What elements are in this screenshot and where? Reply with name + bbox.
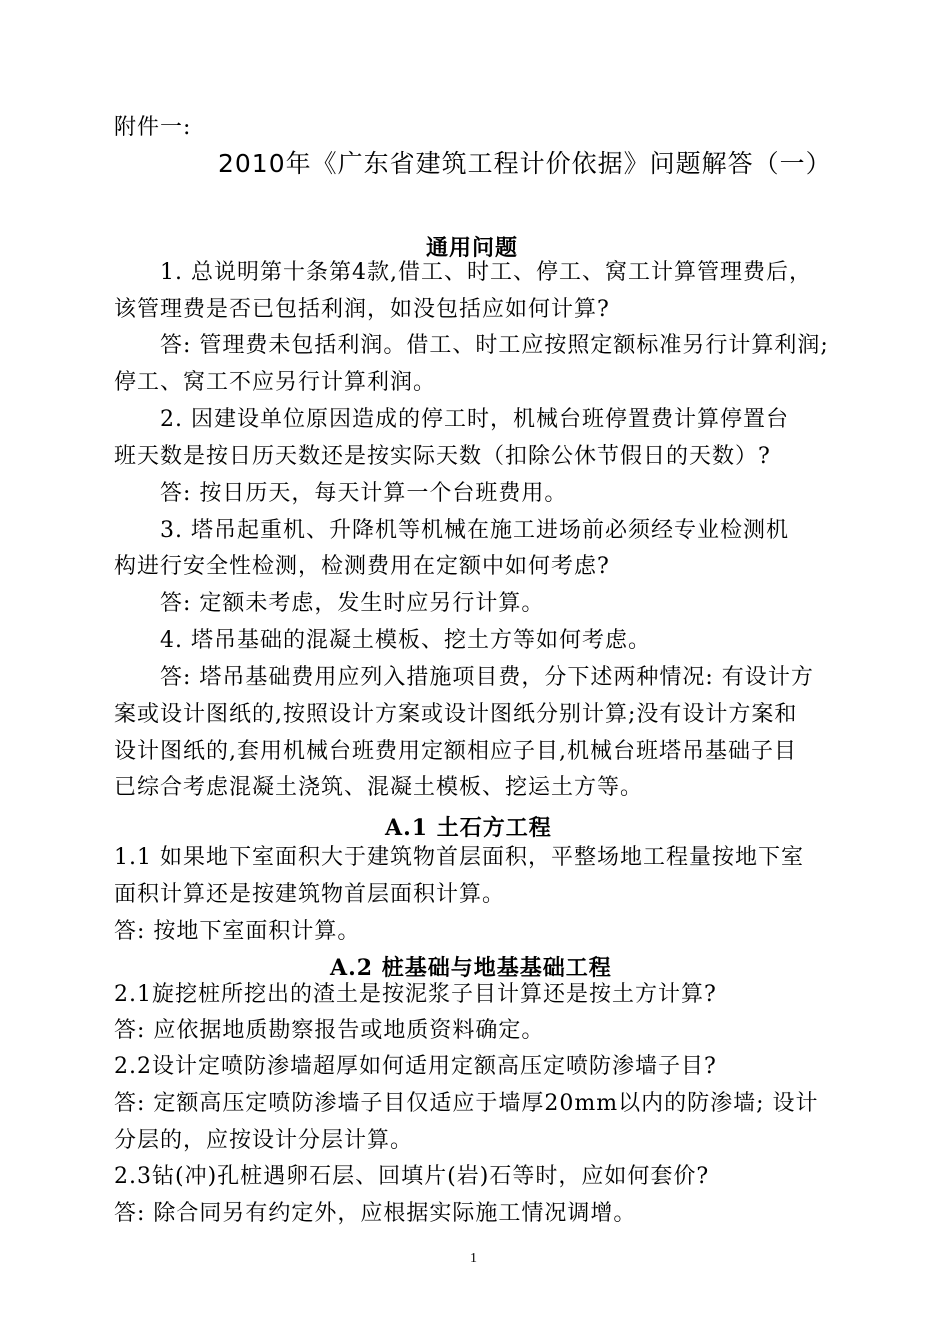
question-line: 班天数是按日历天数还是按实际天数（扣除公休节假日的天数）?	[114, 444, 771, 469]
answer-line: 答: 应依据地质勘察报告或地质资料确定。	[114, 1018, 545, 1043]
document-title: 2010年《广东省建筑工程计价依据》问题解答（一）	[218, 149, 832, 178]
answer-line: 分层的，应按设计分层计算。	[114, 1128, 414, 1153]
page-number: 1	[470, 1251, 477, 1266]
question-line: 2.3钻(冲)孔桩遇卵石层、回填片(岩)石等时，应如何套价?	[114, 1164, 710, 1189]
answer-line: 设计图纸的,套用机械台班费用定额相应子目,机械台班塔吊基础子目	[114, 739, 797, 764]
question-line: 4. 塔吊基础的混凝土模板、挖土方等如何考虑。	[160, 628, 651, 653]
section-heading-a1: A.1 土石方工程	[385, 815, 552, 841]
attachment-label: 附件一:	[114, 115, 192, 140]
question-line: 2.2设计定喷防渗墙超厚如何适用定额高压定喷防渗墙子目?	[114, 1054, 717, 1079]
section-heading-a2: A.2 桩基础与地基基础工程	[330, 955, 612, 981]
answer-line: 已综合考虑混凝土浇筑、混凝土模板、挖运土方等。	[114, 775, 644, 800]
question-line: 1.1 如果地下室面积大于建筑物首层面积，平整场地工程量按地下室	[114, 845, 804, 870]
answer-line: 答: 定额高压定喷防渗墙子目仅适应于墙厚20mm以内的防渗墙; 设计	[114, 1091, 819, 1116]
answer-line: 答: 管理费未包括利润。借工、时工应按照定额标准另行计算利润;	[160, 333, 829, 358]
question-line: 2.1旋挖桩所挖出的渣土是按泥浆子目计算还是按土方计算?	[114, 982, 717, 1007]
question-line: 3. 塔吊起重机、升降机等机械在施工进场前必须经专业检测机	[160, 518, 789, 543]
section-heading-general: 通用问题	[426, 235, 519, 261]
question-line: 2. 因建设单位原因造成的停工时，机械台班停置费计算停置台	[160, 407, 789, 432]
answer-line: 答: 除合同另有约定外，应根据实际施工情况调增。	[114, 1201, 637, 1226]
question-line: 面积计算还是按建筑物首层面积计算。	[114, 882, 506, 907]
answer-line: 答: 按日历天，每天计算一个台班费用。	[160, 481, 568, 506]
answer-line: 停工、窝工不应另行计算利润。	[114, 370, 437, 395]
question-line: 该管理费是否已包括利润，如没包括应如何计算?	[114, 297, 610, 322]
answer-line: 答: 定额未考虑，发生时应另行计算。	[160, 591, 545, 616]
answer-line: 案或设计图纸的,按照设计方案或设计图纸分别计算;没有设计方案和	[114, 702, 798, 727]
question-line: 1. 总说明第十条第4款,借工、时工、停工、窝工计算管理费后，	[160, 260, 812, 285]
question-line: 构进行安全性检测，检测费用在定额中如何考虑?	[114, 554, 610, 579]
answer-line: 答: 塔吊基础费用应列入措施项目费，分下述两种情况: 有设计方	[160, 665, 814, 690]
answer-line: 答: 按地下室面积计算。	[114, 919, 361, 944]
